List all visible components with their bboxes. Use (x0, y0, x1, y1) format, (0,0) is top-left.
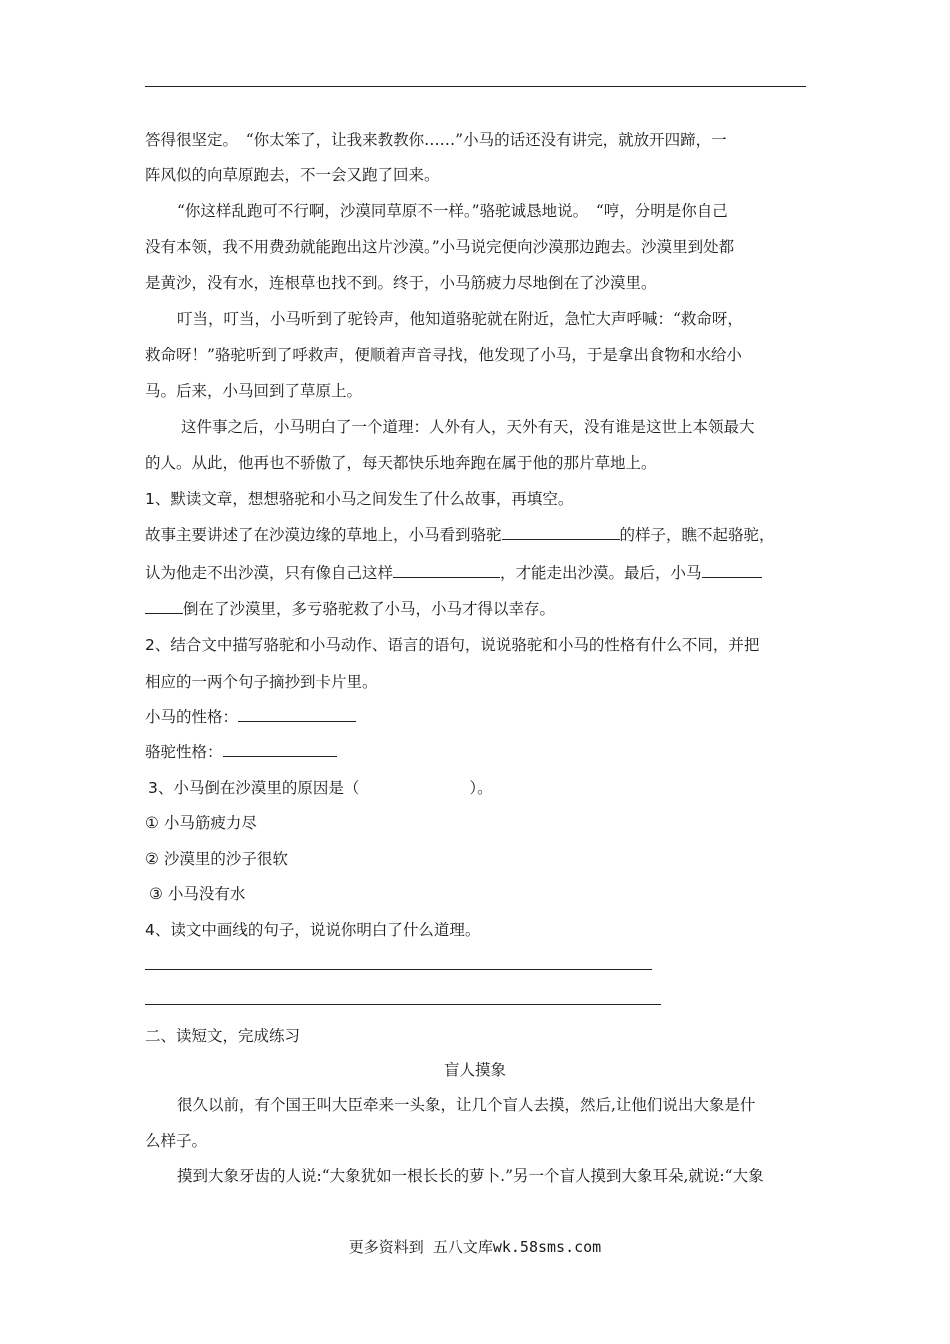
answer-blank[interactable] (145, 599, 183, 614)
passage-line: 么样子。 (145, 1132, 208, 1150)
camel-personality-label: 骆驼性格： (145, 743, 223, 761)
story-line: 没有本领，我不用费劲就能跑出这片沙漠。”小马说完便向沙漠那边跑去。沙漠里到处都 (145, 238, 735, 256)
answer-blank[interactable] (223, 742, 337, 757)
question-2: 相应的一两个句子摘抄到卡片里。 (145, 673, 378, 691)
question-4: 4、读文中画线的句子，说说你明白了什么道理。 (145, 921, 481, 939)
story-line: 救命呀！”骆驼听到了呼救声，便顺着声音寻找，他发现了小马，于是拿出食物和水给小 (145, 346, 742, 364)
answer-line[interactable] (145, 1004, 661, 1005)
q1-fill-line-1 (145, 525, 775, 545)
q3-option-1[interactable]: ① 小马筋疲力尽 (145, 814, 257, 832)
horse-personality-field (145, 707, 356, 727)
story-line: 是黄沙，没有水，连根草也找不到。终于，小马筋疲力尽地倒在了沙漠里。 (145, 274, 657, 292)
story-line: 马。后来，小马回到了草原上。 (145, 382, 363, 400)
answer-blank[interactable] (502, 525, 620, 540)
story-line: 阵风似的向草原跑去，不一会又跑了回来。 (145, 166, 440, 184)
q3-text: ）。 (469, 779, 493, 797)
story-line: 这件事之后，小马明白了一个道理：人外有人，天外有天，没有谁是这世上本领最大 (181, 418, 755, 436)
answer-line[interactable] (145, 969, 652, 970)
passage-line: 很久以前，有个国王叫大臣牵来一头象，让几个盲人去摸，然后,让他们说出大象是什 (177, 1096, 756, 1114)
camel-personality-field (145, 742, 337, 762)
q1-text: 的样子，瞧不起骆驼， (619, 526, 775, 544)
answer-blank[interactable] (393, 563, 500, 578)
story-line: 叮当，叮当，小马听到了驼铃声，他知道骆驼就在附近，急忙大声呼喊：“救命呀， (177, 310, 743, 328)
story-line: 的人。从此，他再也不骄傲了，每天都快乐地奔跑在属于他的那片草地上。 (145, 454, 657, 472)
q3-text: 3、小马倒在沙漠里的原因是（ (148, 779, 360, 797)
q1-text: 认为他走不出沙漠，只有像自己这样 (145, 564, 394, 582)
horse-personality-label: 小马的性格： (145, 708, 239, 726)
question-1: 1、默读文章，想想骆驼和小马之间发生了什么故事，再填空。 (145, 490, 574, 508)
footer-link[interactable]: 更多资料到 五八文库wk.58sms.com (348, 1238, 602, 1256)
q3-option-3[interactable]: ③ 小马没有水 (149, 885, 246, 903)
question-2: 2、结合文中描写骆驼和小马动作、语言的语句，说说骆驼和小马的性格有什么不同，并把 (145, 636, 760, 654)
q3-option-2[interactable]: ② 沙漠里的沙子很软 (145, 850, 288, 868)
q1-text: 倒在了沙漠里，多亏骆驼救了小马，小马才得以幸存。 (183, 600, 556, 618)
q1-fill-line-3 (145, 599, 555, 619)
question-3 (148, 778, 493, 798)
q1-text: ，才能走出沙漠。最后，小马 (500, 564, 702, 582)
story-line: 答得很坚定。 “你太笨了，让我来教教你……”小马的话还没有讲完，就放开四蹄，一 (145, 131, 727, 149)
passage-title: 盲人摸象 (443, 1061, 506, 1079)
answer-blank[interactable] (238, 707, 356, 722)
section-2-heading: 二、读短文，完成练习 (145, 1027, 301, 1045)
q1-fill-line-2 (145, 563, 762, 583)
story-line: “你这样乱跑可不行啊，沙漠同草原不一样。”骆驼诚恳地说。 “哼，分明是你自己 (177, 202, 728, 220)
header-rule (145, 86, 806, 87)
q1-text: 故事主要讲述了在沙漠边缘的草地上，小马看到骆驼 (145, 526, 502, 544)
passage-line: 摸到大象牙齿的人说:“大象犹如一根长长的萝卜.”另一个盲人摸到大象耳朵,就说:“大象 (177, 1167, 764, 1185)
answer-blank[interactable] (702, 563, 762, 578)
